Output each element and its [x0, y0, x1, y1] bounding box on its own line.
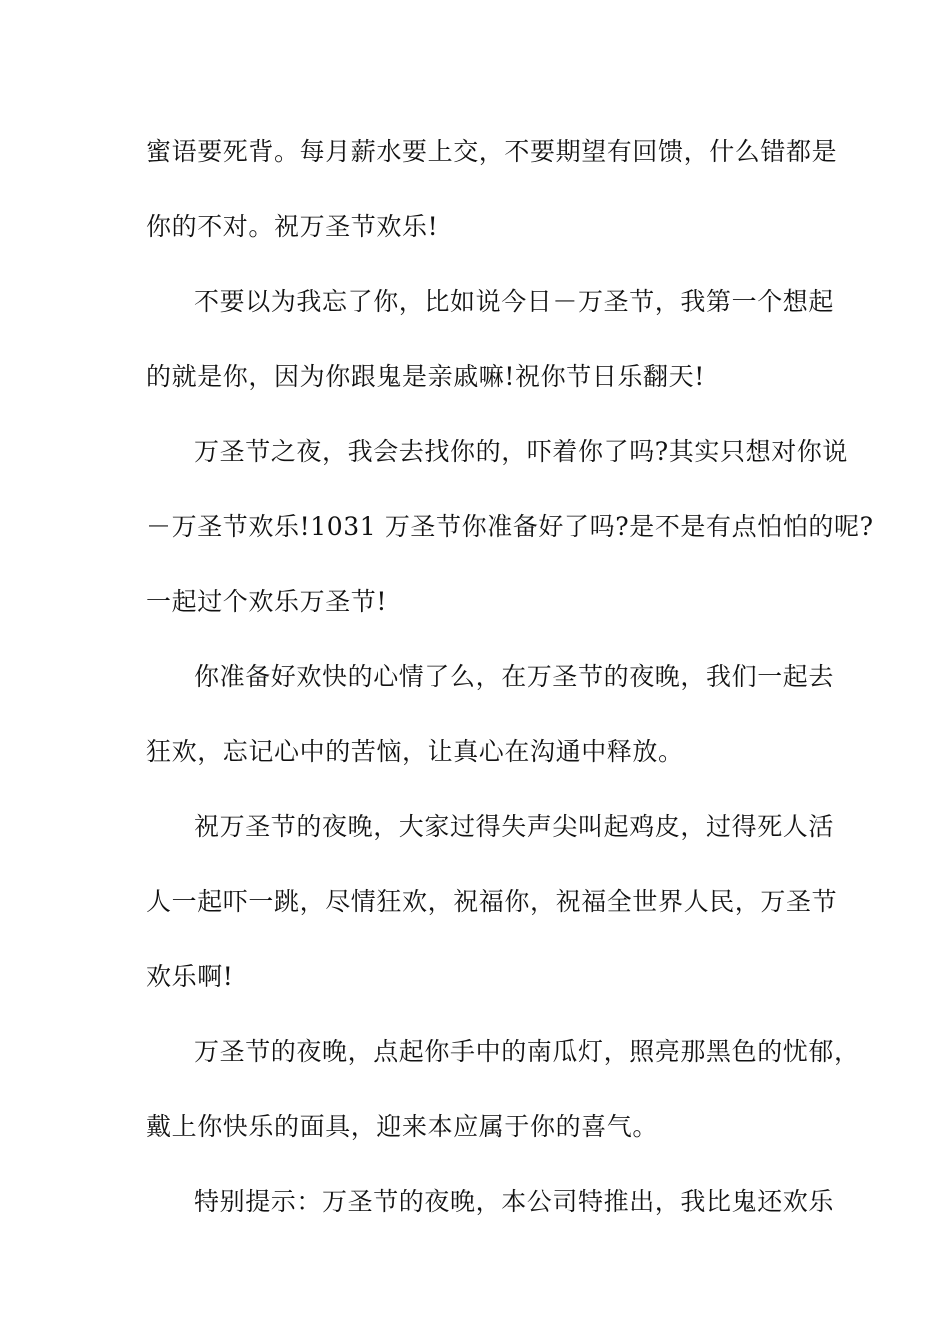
text-line: 的就是你，因为你跟鬼是亲戚嘛!祝你节日乐翻天!: [146, 362, 705, 391]
text-line: 你的不对。祝万圣节欢乐!: [146, 212, 439, 241]
text-line: 狂欢，忘记心中的苦恼，让真心在沟通中释放。: [146, 737, 684, 766]
paragraph-first-line: 特别提示：万圣节的夜晚，本公司特推出，我比鬼还欢乐: [194, 1187, 835, 1216]
paragraph-first-line: 不要以为我忘了你，比如说今日－万圣节，我第一个想起: [194, 287, 835, 316]
text-line: 人一起吓一跳，尽情狂欢，祝福你，祝福全世界人民，万圣节: [146, 887, 838, 916]
text-line: 戴上你快乐的面具，迎来本应属于你的喜气。: [146, 1112, 659, 1141]
paragraph-first-line: 万圣节的夜晚，点起你手中的南瓜灯，照亮那黑色的忧郁，: [194, 1037, 860, 1066]
text-line: 欢乐啊!: [146, 962, 234, 991]
paragraph-first-line: 祝万圣节的夜晚，大家过得失声尖叫起鸡皮，过得死人活: [194, 812, 835, 841]
text-line: 蜜语要死背。每月薪水要上交，不要期望有回馈，什么错都是: [146, 137, 838, 166]
paragraph-first-line: 万圣节之夜，我会去找你的，吓着你了吗?其实只想对你说: [194, 437, 849, 466]
paragraph-first-line: 你准备好欢快的心情了么，在万圣节的夜晚，我们一起去: [194, 662, 835, 691]
text-line: 一起过个欢乐万圣节!: [146, 587, 388, 616]
text-line: －万圣节欢乐!1031 万圣节你准备好了吗?是不是有点怕怕的呢?: [146, 512, 874, 541]
